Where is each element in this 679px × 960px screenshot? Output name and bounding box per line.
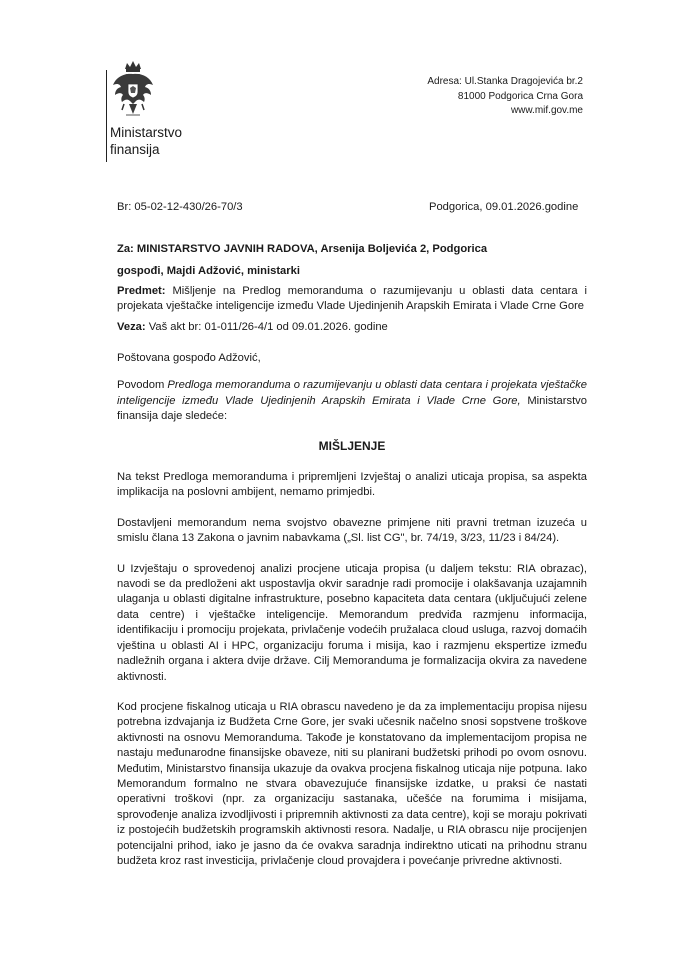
ministry-name-line2: finansija [110,142,160,157]
sender-address [363,75,583,119]
address-street: Adresa: Ul.Stanka Dragojevića br.2 [427,76,583,87]
intro-italic: Predloga memoranduma o razumijevanju u oblasti data centara i projekata vještačke inteligencije između Vlade Ujedinjenih Arapskih Emirata i Vlade Crne Gore, [117,379,588,407]
intro-prefix: Povodom [117,379,165,392]
paragraph-1: Na tekst Predloga memoranduma i pripremljeni Izvještaj o analizi uticaja propisa, sa aspekta implikacija na poslovni ambijent, nemamo primjedbi. [117,471,587,499]
letter-body [117,351,587,869]
subject-text: Mišljenje na Predlog memoranduma o razumijevanju u oblasti data centara i projekata vještačke inteligencije između Vlade Ujedinjenih Arapskih Emirata i Vlade Crne Gore [117,284,588,313]
attention-line: gospođi, Majdi Adžović, ministarki [117,265,300,278]
subject-line [117,284,587,315]
salutation: Poštovana gospođo Adžović, [117,352,261,364]
paragraph-3: U Izvještaju o sprovedenoj analizi procjene uticaja propisa (u daljem tekstu: RIA obrazac), navodi se da predloženi akt uspostavlja okvir saradnje radi promocije i olakšavanja uzajamnih ulaganja u oblasti digitalne infrastrukture, posebno kapaciteta data centara (uključujući zelene data centre) i vještačke inteligencije. Memorandum predviđa razmjenu informacija, identifikaciju i promociju projekata, privlačenje vodećih pružalaca cloud usluga, razvoj domaćih vještina u oblasti AI i HPC, organizaciju foruma i misija, kao i razmjenu ekspertize između nadležnih organa i aktera dvije države. Cilj Memoranduma je formalizacija okvira za navedene aktivnosti. [117,562,587,683]
address-city: 81000 Podgorica Crna Gora [457,90,583,102]
ministry-name [110,124,182,158]
address-website: www.mif.gov.me [510,105,583,116]
header-vertical-rule [106,70,107,162]
link-text: Vaš akt br: 01-011/26-4/1 od 09.01.2026. godine [148,320,388,333]
recipient-block [117,242,587,335]
intro-paragraph [117,378,587,424]
reference-number: Br: 05-02-12-430/26-70/3 [117,201,243,213]
ministry-name-line1: Ministarstvo [110,125,183,140]
link-label: Veza: [117,320,146,333]
recipient-line [117,242,587,257]
reference-link-line [117,320,587,335]
to-text: MINISTARSTVO JAVNIH RADOVA, Arsenija Boljevića 2, Podgorica [136,243,488,255]
paragraph-4: Kod procjene fiskalnog uticaja u RIA obrascu navedeno je da za implementaciju propisa nijesu potrebna izdvajanja iz Budžeta Crne Gore, jer svaki učesnik načelno snosi sopstvene troškove aktivnosti na osnovu Memoranduma. Takođe je konstatovano da implementacijom propisa ne nastaju međunarodne finansijske obaveze, niti su planirani budžetski prihodi po ovom osnovu. Međutim, Ministarstvo finansija ukazuje da ovakva procjena fiskalnog uticaja nije potpuna. Iako Memorandum formalno ne stvara obavezujuće finansijske izdatke, u praksi će nastati operativni troškovi (npr. za organizaciju sastanaka, učešće na forumima i misijama, sprovođenje analiza izvodljivosti i pripremnih aktivnosti za data centre), koji se moraju pokrivati iz postojećih budžetskih programskih aktivnosti resora. Nadalje, u RIA obrascu nije procijenjen potencijalni prihod, iako je jasno da će ovakva saradnja indirektno uticati na prihodnu stranu budžeta kroz rast investicija, privlačenje cloud provajdera i povećanje privredne aktivnosti. [117,700,587,867]
to-label: Za: [117,243,134,255]
place-and-date: Podgorica, 09.01.2026.godine [429,201,579,213]
subject-label: Predmet: [117,284,166,297]
coat-of-arms-icon [110,60,156,122]
opinion-heading: MIŠLJENJE [318,438,386,453]
intro-suffix: Ministarstvo finansija daje sledeće: [117,394,587,423]
paragraph-2: Dostavljeni memorandum nema svojstvo obavezne primjene niti pravni tretman izuzeća u smislu člana 13 Zakona o javnim nabavkama („Sl. list CG", br. 74/19, 3/23, 11/23 i 84/24). [117,516,587,545]
